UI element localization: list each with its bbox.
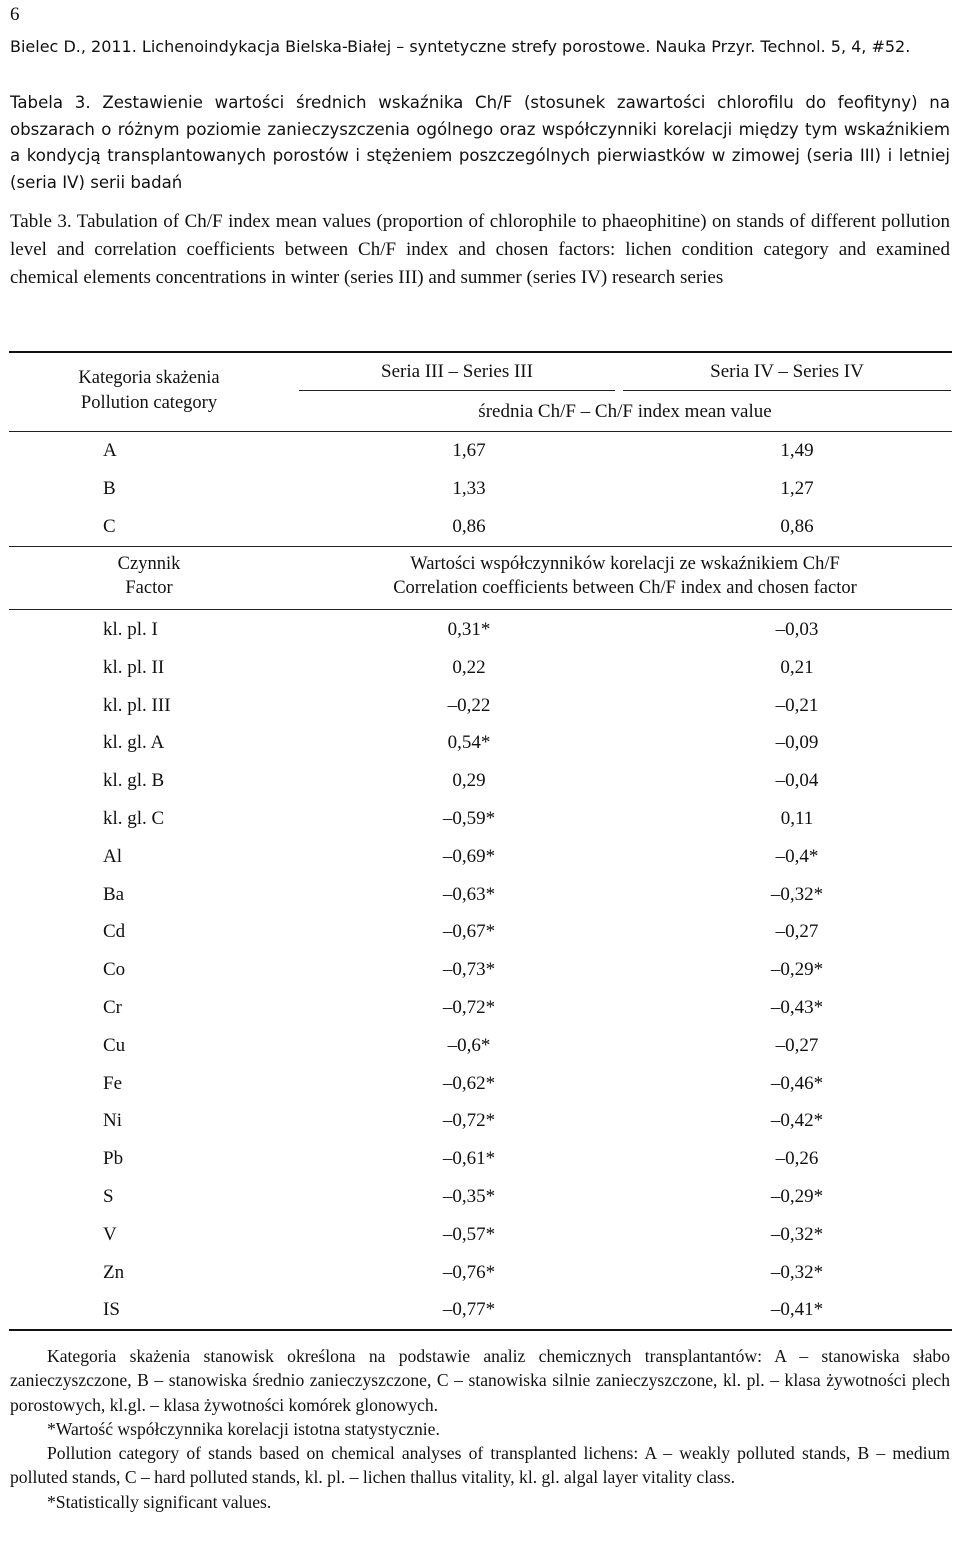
header-corr-pl: Wartości współczynników korelacji ze wskaźnikiem Ch/F [410,554,840,574]
row-value-series4: –0,03 [775,619,819,640]
footnote-pl-significance: *Wartość współczynnika korelacji istotna statystycznie. [47,1418,440,1439]
header-rule-series3 [299,390,615,391]
row-label: kl. pl. I [103,619,158,640]
row-value-series4: –0,29* [770,959,824,981]
row-value-series3: –0,62* [442,1072,496,1094]
row-label: kl. gl. B [103,770,165,792]
row-value-series3: 0,22 [452,656,486,678]
factor-header-rule [9,609,952,610]
row-value-series3: 0,86 [452,516,486,537]
row-label: Cd [103,921,126,943]
row-value-series3: –0,57* [442,1223,496,1245]
row-value-series3: –0,72* [442,997,496,1018]
footnotes [10,1344,950,1514]
row-label: B [103,478,116,499]
header-category-pl: Kategoria skażenia [78,368,220,388]
row-value-series4: –0,29* [770,1186,824,1207]
footnote-en-significance: *Statistically significant values. [47,1491,272,1512]
data-table [9,351,952,1331]
row-label: Fe [103,1072,122,1094]
row-value-series4: –0,09 [775,732,819,754]
row-value-series3: –0,77* [442,1299,496,1321]
header-rule-series4 [623,390,951,391]
row-value-series4: –0,42* [770,1110,824,1132]
header-factor-pl: Czynnik [117,554,181,574]
row-value-series3: –0,67* [442,921,496,943]
row-value-series4: –0,32* [770,1223,824,1245]
footnote-pl-note: Kategoria skażenia stanowisk określona na podstawie analiz chemicznych transplantantów: A – stanowiska słabo zanieczyszczone, B – stanowiska średnio zanieczyszczone, C – stanowiska silnie zanieczyszczone, kl. pl. – klasa żywotności plech porostowych, kl.gl. – klasa żywotności komórek glonowych. [10,1346,950,1415]
row-label: A [103,440,117,461]
row-label: kl. pl. II [103,656,165,678]
row-value-series4: –0,32* [770,883,824,905]
footnote-en-note: Pollution category of stands based on chemical analyses of transplanted lichens: A – weakly polluted stands, B – medium polluted stands, C – hard polluted stands, kl. pl. – lichen thallus vitality, kl. gl. algal layer vitality class. [10,1443,950,1488]
row-label: Ba [103,883,125,905]
row-label: Al [103,845,122,867]
row-label: Cr [103,997,122,1018]
row-label: kl. pl. III [103,694,171,716]
row-value-series3: 0,31* [447,619,491,640]
row-value-series4: –0,26 [775,1148,819,1170]
header-bottom-rule [9,431,952,432]
header-series-3: Seria III – Series III [381,361,533,382]
header-mean-label: średnia Ch/F – Ch/F index mean value [478,401,772,422]
row-value-series3: –0,69* [442,845,496,867]
row-label: kl. gl. A [103,732,165,754]
row-value-series4: –0,32* [770,1261,824,1283]
header-corr-en: Correlation coefficients between Ch/F index and chosen factor [393,578,857,598]
row-value-series3: –0,59* [442,808,496,829]
row-value-series4: –0,27 [775,1034,819,1056]
row-value-series3: –0,72* [442,1110,496,1132]
row-value-series3: 0,54* [447,732,491,754]
row-label: Zn [103,1261,125,1283]
citation-header: Bielec D., 2011. Lichenoindykacja Bielska-Białej – syntetyczne strefy porostowe. Nauka Przyr. Technol. 5, 4, #52. [10,37,911,56]
row-label: Pb [103,1148,124,1170]
header-factor-en: Factor [125,578,173,598]
section-rule [9,546,952,547]
row-value-series3: –0,73* [442,959,496,981]
row-value-series3: –0,35* [442,1186,496,1207]
row-value-series4: –0,04 [775,770,819,792]
row-value-series3: 0,29 [452,770,486,792]
row-value-series4: –0,43* [770,997,824,1018]
row-label: kl. gl. C [103,808,165,829]
row-value-series4: 1,27 [780,478,814,499]
row-value-series3: 1,33 [452,478,486,499]
row-value-series4: –0,4* [775,845,819,867]
row-value-series3: –0,63* [442,883,496,905]
table-caption-polish: Tabela 3. Zestawienie wartości średnich wskaźnika Ch/F (stosunek zawartości chlorofilu do feofityny) na obszarach o różnym poziomie zanieczyszczenia ogólnego oraz współczynniki korelacji między tym wskaźnikiem a kondycją transplantowanych porostów i stężeniem poszczególnych pierwiastków w zimowej (seria III) i letniej (seria IV) serii badań [10,93,950,192]
row-value-series4: –0,27 [775,921,819,943]
row-value-series4: –0,21 [775,694,819,716]
row-value-series4: 0,86 [780,516,814,537]
page-number: 6 [10,4,20,25]
row-value-series4: 0,21 [780,656,814,678]
row-label: IS [103,1299,120,1321]
row-value-series3: –0,61* [442,1148,496,1170]
row-label: C [103,516,116,537]
row-value-series4: 1,49 [780,440,814,461]
row-label: Cu [103,1034,126,1056]
header-category-en: Pollution category [80,393,218,413]
row-value-series3: –0,6* [447,1034,491,1056]
header-series-4: Seria IV – Series IV [710,361,864,382]
row-label: Ni [103,1110,122,1132]
table-caption-english: Table 3. Tabulation of Ch/F index mean values (proportion of chlorophile to phaeophitine) on stands of different pollution level and correlation coefficients between Ch/F index and chosen factors: lichen condition category and examined chemical elements concentrations in winter (series III) and summer (series IV) research series [10,211,950,288]
row-value-series4: –0,41* [770,1299,824,1321]
row-label: V [103,1223,117,1245]
row-value-series3: 1,67 [452,440,486,461]
row-label: S [103,1186,114,1207]
row-value-series4: –0,46* [770,1072,824,1094]
row-label: Co [103,959,126,981]
row-value-series3: –0,22 [447,694,491,716]
row-value-series3: –0,76* [442,1261,496,1283]
row-value-series4: 0,11 [780,808,814,829]
